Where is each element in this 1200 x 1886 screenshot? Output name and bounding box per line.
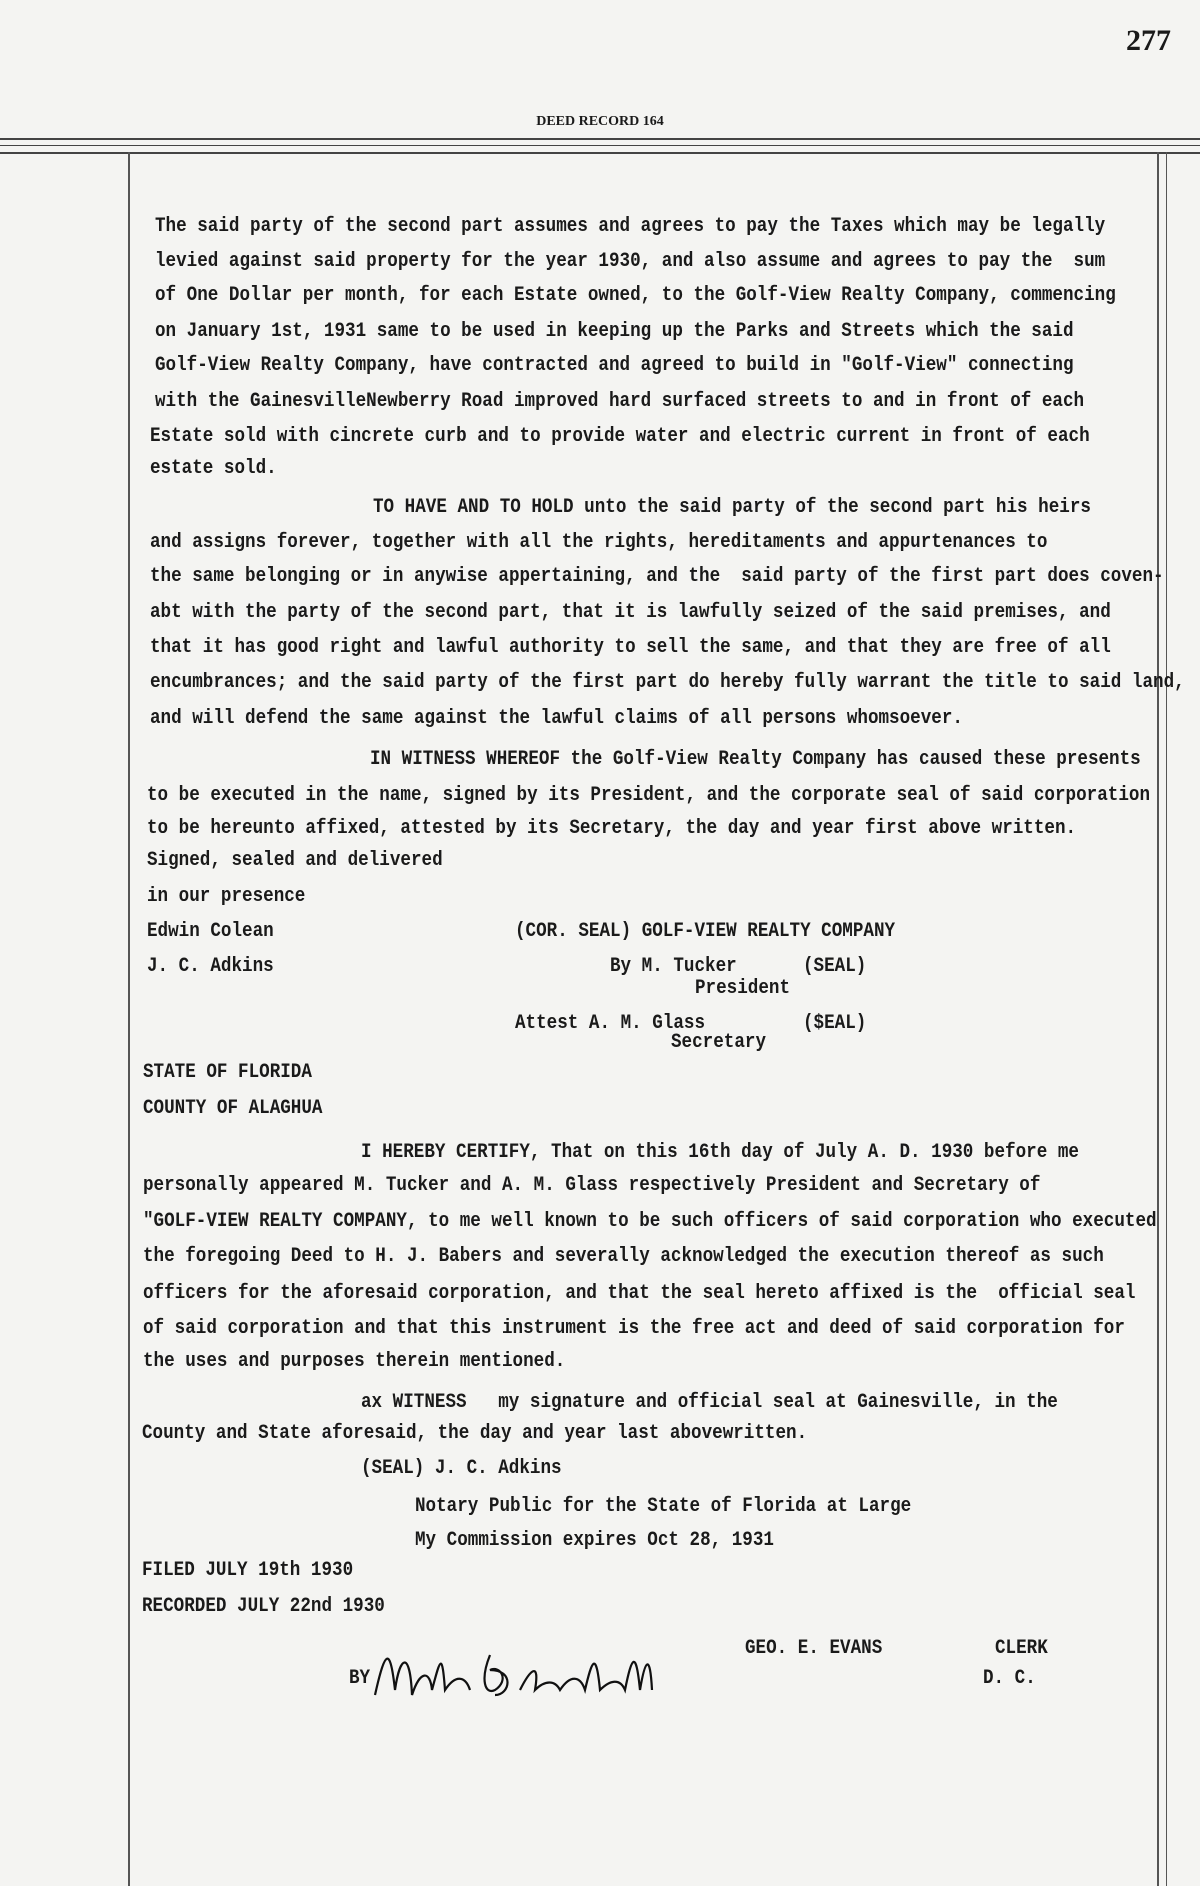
- text-line: (COR. SEAL) GOLF-VIEW REALTY COMPANY: [515, 920, 896, 943]
- text-line: officers for the aforesaid corporation, and that the seal hereto affixed is the official seal: [143, 1282, 1136, 1305]
- rule: [0, 138, 1200, 140]
- text-line: Estate sold with cincrete curb and to provide water and electric current in front of each: [150, 425, 1090, 448]
- text-line: President: [695, 977, 791, 1000]
- text-line: My Commission expires Oct 28, 1931: [415, 1529, 774, 1552]
- text-line: (SEAL): [803, 955, 867, 978]
- left-margin-line: [128, 152, 130, 1886]
- text-line: By M. Tucker: [610, 955, 737, 978]
- text-line: D. C.: [983, 1667, 1036, 1690]
- text-line: that it has good right and lawful authority to sell the same, and that they are free of all: [150, 636, 1111, 659]
- text-line: STATE OF FLORIDA: [143, 1061, 312, 1084]
- text-line: of One Dollar per month, for each Estate owned, to the Golf-View Realty Company, commencing: [155, 284, 1116, 307]
- text-line: COUNTY OF ALAGHUA: [143, 1097, 323, 1120]
- text-line: abt with the party of the second part, that it is lawfully seized of the said premises, and: [150, 601, 1111, 624]
- text-line: ax WITNESS my signature and official seal at Gainesville, in the: [361, 1391, 1058, 1414]
- text-line: RECORDED JULY 22nd 1930: [142, 1595, 385, 1618]
- text-line: TO HAVE AND TO HOLD unto the said party of the second part his heirs: [373, 496, 1091, 519]
- text-line: ($EAL): [803, 1012, 867, 1035]
- text-line: Signed, sealed and delivered: [147, 849, 443, 872]
- record-header: DEED RECORD 164: [536, 114, 664, 129]
- text-line: on January 1st, 1931 same to be used in keeping up the Parks and Streets which the said: [155, 320, 1074, 343]
- text-line: Edwin Colean: [147, 920, 274, 943]
- text-line: encumbrances; and the said party of the first part do hereby fully warrant the title to said land,: [150, 671, 1185, 694]
- text-line: County and State aforesaid, the day and year last abovewritten.: [142, 1422, 808, 1445]
- text-line: Secretary: [671, 1031, 767, 1054]
- text-line: GEO. E. EVANS: [745, 1637, 883, 1660]
- clerk-signature: [370, 1640, 770, 1710]
- right-margin-line: [1166, 152, 1167, 1886]
- text-line: BY: [349, 1667, 371, 1690]
- text-line: in our presence: [147, 885, 306, 908]
- text-line: levied against said property for the year 1930, and also assume and agrees to pay the sum: [155, 250, 1106, 273]
- rule: [0, 152, 1200, 154]
- text-line: CLERK: [995, 1637, 1048, 1660]
- text-line: Golf-View Realty Company, have contracted and agreed to build in "Golf-View" connecting: [155, 354, 1074, 377]
- rule: [0, 145, 1200, 146]
- text-line: Notary Public for the State of Florida at Large: [415, 1495, 912, 1518]
- text-line: of said corporation and that this instrument is the free act and deed of said corporation for: [143, 1317, 1125, 1340]
- text-line: to be hereunto affixed, attested by its Secretary, the day and year first above written.: [147, 817, 1077, 840]
- text-line: with the GainesvilleNewberry Road improved hard surfaced streets to and in front of each: [155, 390, 1085, 413]
- text-line: the same belonging or in anywise appertaining, and the said party of the first part does coven-: [150, 565, 1164, 588]
- text-line: Attest A. M. Glass: [515, 1012, 706, 1035]
- text-line: The said party of the second part assumes and agrees to pay the Taxes which may be legally: [155, 215, 1106, 238]
- text-line: "GOLF-VIEW REALTY COMPANY, to me well known to be such officers of said corporation who executed: [143, 1210, 1157, 1233]
- text-line: estate sold.: [150, 457, 277, 480]
- text-line: (SEAL) J. C. Adkins: [361, 1457, 562, 1480]
- text-line: the foregoing Deed to H. J. Babers and severally acknowledged the execution thereof as such: [143, 1245, 1104, 1268]
- text-line: to be executed in the name, signed by its President, and the corporate seal of said corporation: [147, 784, 1151, 807]
- text-line: J. C. Adkins: [147, 955, 274, 978]
- text-line: I HEREBY CERTIFY, That on this 16th day of July A. D. 1930 before me: [361, 1141, 1079, 1164]
- text-line: IN WITNESS WHEREOF the Golf-View Realty Company has caused these presents: [370, 748, 1141, 771]
- page-number: 277: [1126, 24, 1171, 57]
- text-line: personally appeared M. Tucker and A. M. Glass respectively President and Secretary of: [143, 1174, 1041, 1197]
- text-line: and will defend the same against the lawful claims of all persons whomsoever.: [150, 707, 963, 730]
- text-line: and assigns forever, together with all the rights, hereditaments and appurtenances to: [150, 531, 1048, 554]
- text-line: the uses and purposes therein mentioned.: [143, 1350, 566, 1373]
- right-margin-line: [1157, 152, 1159, 1886]
- text-line: FILED JULY 19th 1930: [142, 1559, 354, 1582]
